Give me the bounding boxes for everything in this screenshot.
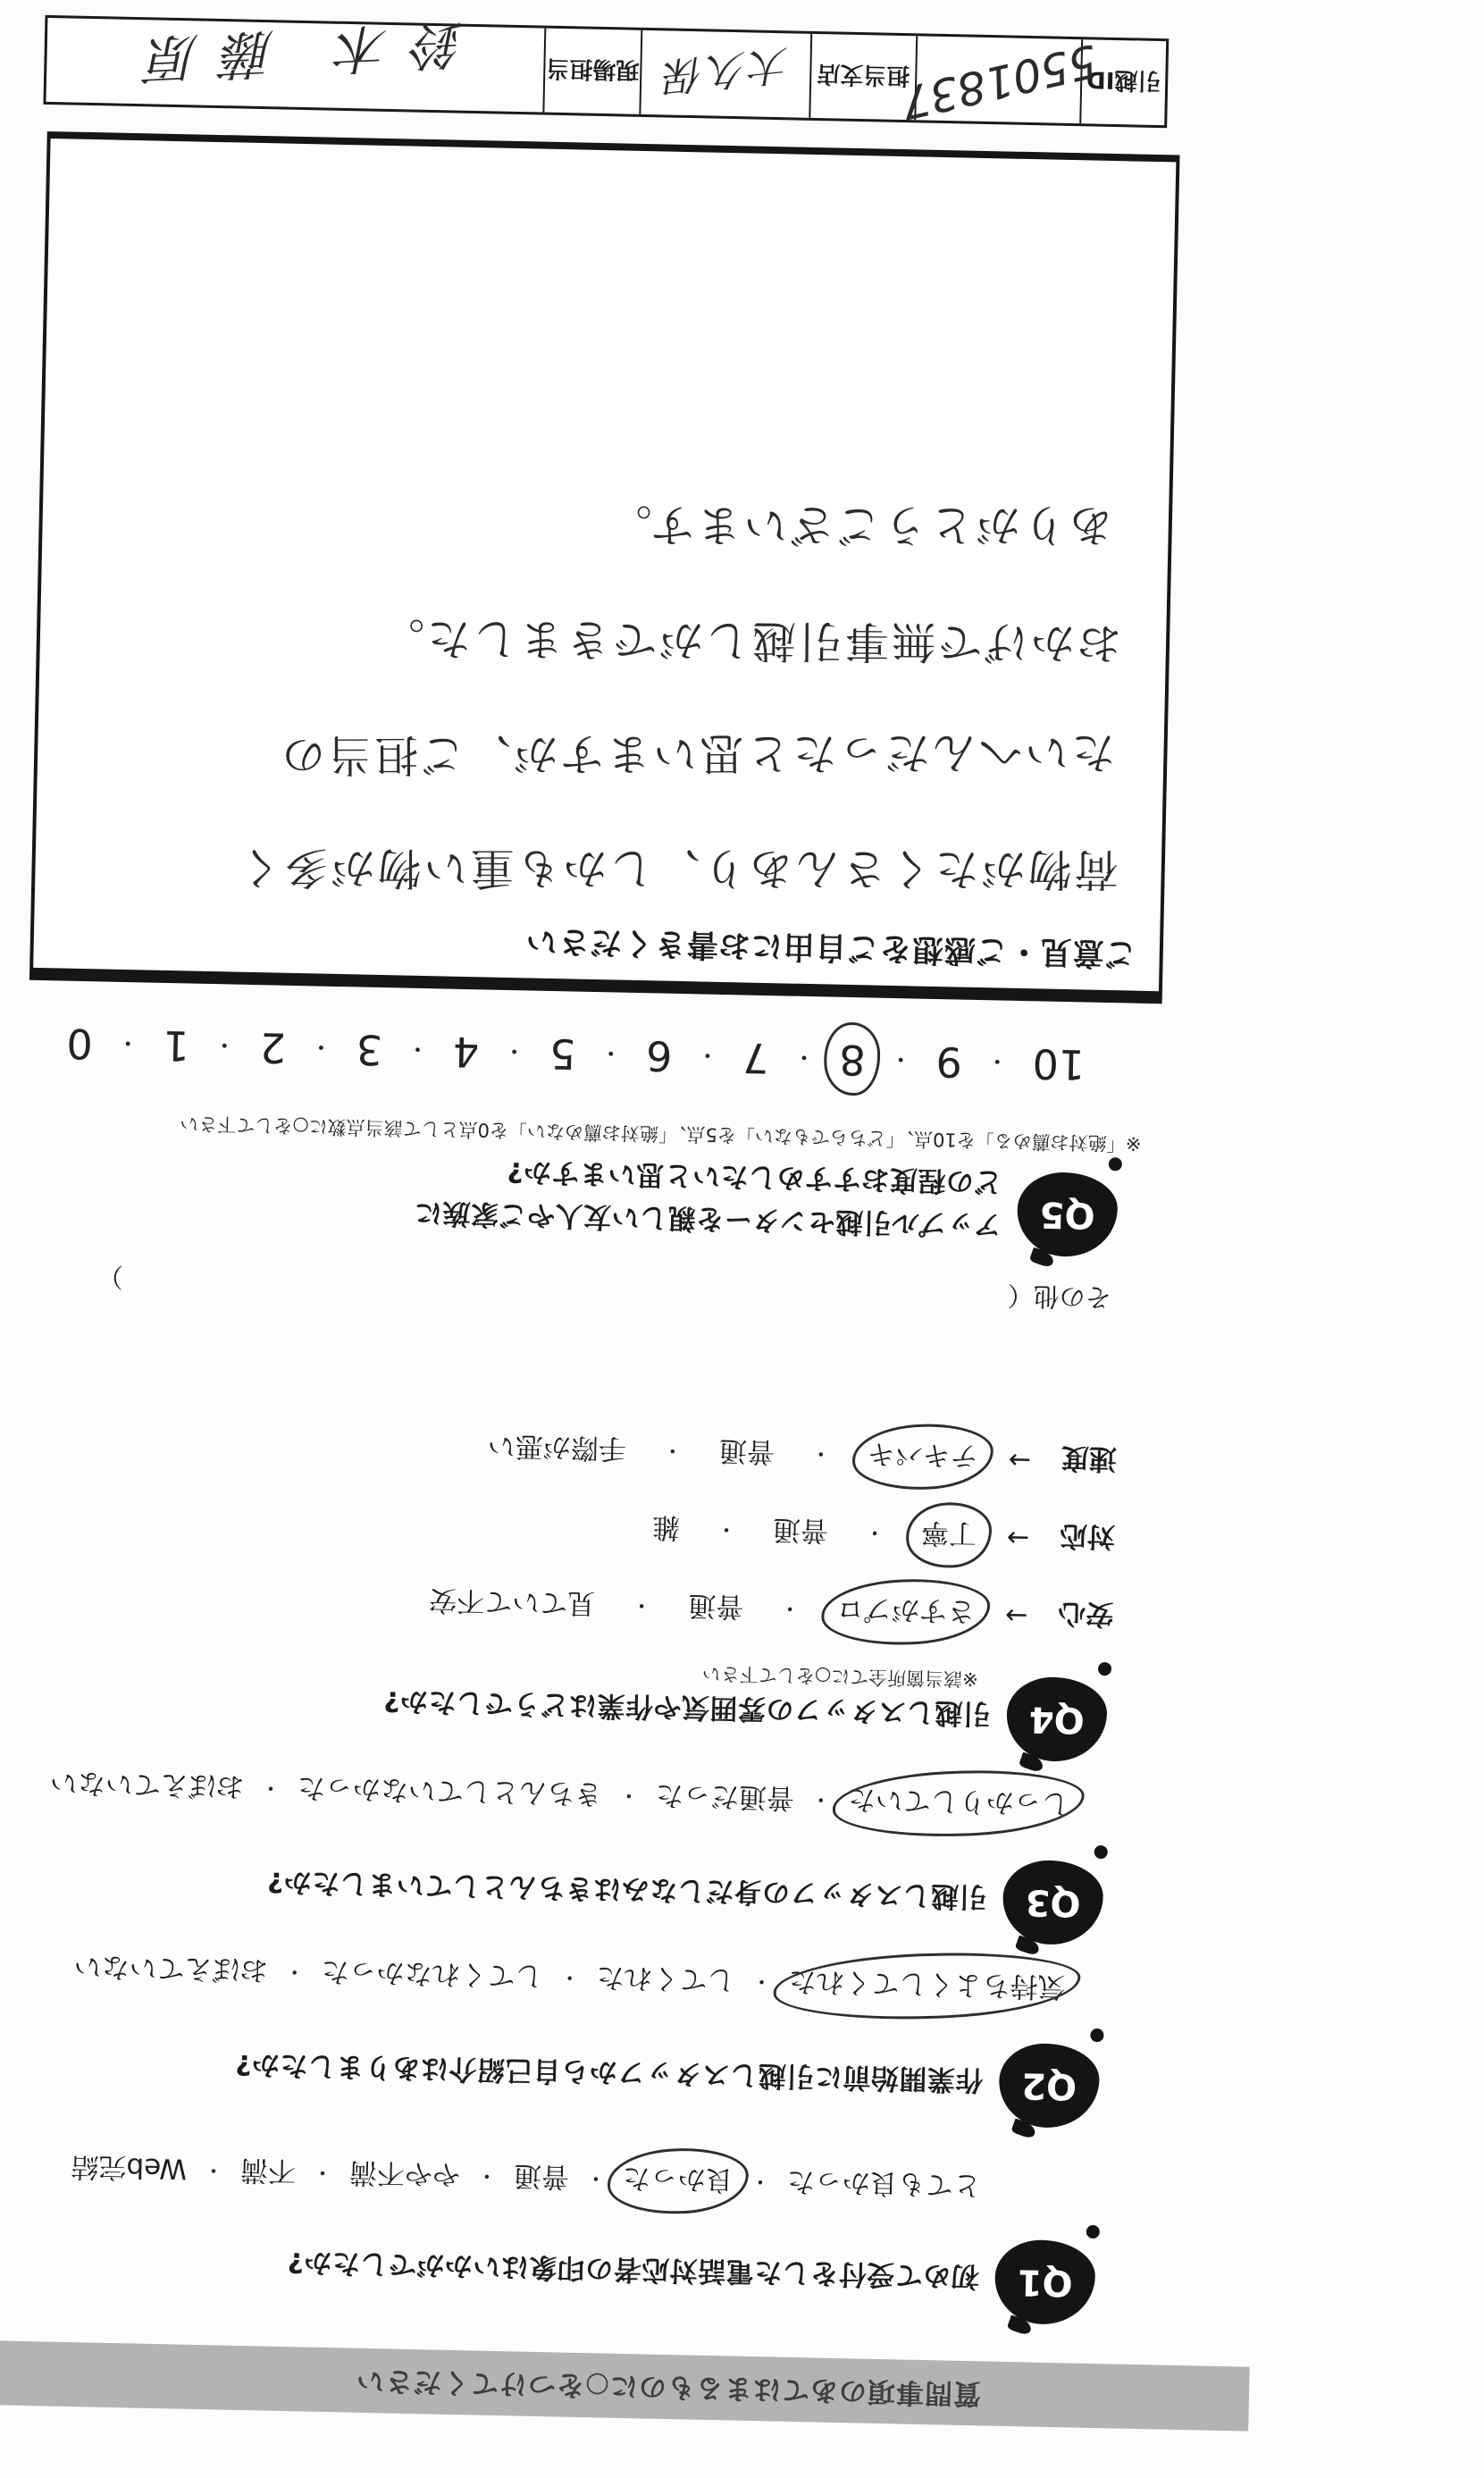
circled-option: 良かった	[622, 2161, 734, 2204]
q1-options	[71, 2149, 981, 2208]
separator-dot: ・	[661, 1437, 684, 1464]
circled-scale-value: 8	[838, 1035, 867, 1085]
option: 手際が悪い	[487, 1429, 627, 1465]
q4-row-label: 対応	[1059, 1519, 1116, 1553]
q3-options	[50, 1765, 1070, 1827]
option: 普通だった	[655, 1778, 795, 1814]
q4-row-速度	[432, 1427, 1117, 1482]
q4-row-options	[429, 1583, 976, 1634]
option: 普通	[718, 1434, 776, 1468]
option: 見ていて不安	[428, 1583, 596, 1620]
table-label-text: 引越ID	[1086, 65, 1161, 95]
scale-value: 9	[935, 1037, 963, 1087]
option: 不満	[239, 2153, 297, 2188]
separator-dot: ・	[502, 1037, 527, 1064]
separator-dot: ・	[311, 2159, 334, 2186]
handwritten-line: 荷物がたくさんあり、しかも重い物が多く	[235, 842, 1119, 895]
table-label-text: 現場担当	[546, 55, 640, 84]
separator-dot: ・	[715, 1516, 738, 1542]
question-4	[7, 1213, 1166, 1764]
q4-row-options	[652, 1509, 977, 1557]
question-5	[18, 1003, 1170, 1259]
table-value-担当支店	[639, 30, 810, 118]
circled-option: さすがプロ	[836, 1592, 976, 1634]
table-label-text: 担当支店	[817, 60, 910, 89]
q4-row-対応	[431, 1505, 1116, 1559]
q1-badge-label: Q1	[1017, 2261, 1074, 2304]
separator-dot: ・	[599, 1038, 624, 1067]
separator-dot: ・	[888, 1045, 913, 1072]
option: 普通	[513, 2159, 570, 2193]
handwritten-comment	[62, 434, 1127, 914]
q2-badge-label: Q2	[1020, 2064, 1077, 2107]
separator-dot: ・	[202, 2157, 225, 2183]
arrow-icon: →	[1008, 1443, 1032, 1476]
q3-badge-label: Q3	[1025, 1881, 1081, 1924]
separator-dot: ・	[283, 1958, 306, 1985]
question-3	[4, 1766, 1153, 1946]
circled-option: テキパキ	[867, 1437, 978, 1480]
handwritten-line: たいへんだったと思いますが、ご担当の	[279, 726, 1116, 781]
q4-other-line	[96, 1259, 1111, 1317]
option: やや不満	[348, 2155, 461, 2191]
q4-badge	[1006, 1676, 1108, 1762]
separator-dot: ・	[617, 1782, 641, 1809]
q1-title: 初めて受付をした電話対応者の印象はいかがでしたか?	[287, 2246, 980, 2293]
separator-dot: ・	[778, 1595, 801, 1621]
survey-banner	[0, 2340, 1250, 2432]
q4-row-label: 安心	[1057, 1597, 1114, 1631]
option: おぼえていない	[49, 1766, 245, 1802]
handwritten-value: 大久保	[658, 40, 792, 100]
scale-value: 6	[645, 1031, 674, 1080]
table-value-現場担当	[46, 13, 544, 113]
banner-text: 質問事項のあてはまるものに○をつけてください	[355, 2364, 982, 2410]
separator-dot: ・	[985, 1046, 1010, 1075]
table-label-現場担当	[542, 29, 641, 114]
q4-row-安心	[429, 1583, 1114, 1637]
option: 普通	[772, 1513, 829, 1547]
q5-title-line1: アップル引越センターを親しい友人やご家族に	[414, 1196, 1002, 1241]
handwritten-value: 5501837	[896, 34, 1103, 130]
comment-box-header: ご意見・ご感想をご自由にお書きください	[524, 922, 1137, 971]
scale-value: 7	[742, 1033, 770, 1083]
q2-options	[73, 1949, 1066, 2010]
separator-dot: ・	[584, 2165, 608, 2191]
footer-table	[43, 15, 1169, 128]
q4-badge-label: Q4	[1028, 1698, 1086, 1741]
scale-value: 1	[163, 1021, 190, 1071]
option: してくれなかった	[321, 1954, 544, 1993]
separator-dot: ・	[749, 2168, 772, 2195]
scale-value: 4	[452, 1027, 480, 1077]
handwritten-line: おかげで無事引越しができました。	[377, 612, 1122, 669]
question-1	[0, 2150, 1145, 2326]
q4-title: 引越しスタッフの雰囲気や作業はどうでしたか?	[382, 1684, 992, 1730]
scale-value: 3	[356, 1025, 383, 1075]
separator-dot: ・	[809, 1441, 833, 1466]
separator-dot: ・	[475, 2163, 499, 2189]
q2-badge	[998, 2043, 1100, 2129]
separator-dot: ・	[863, 1519, 886, 1545]
separator-dot: ・	[309, 1032, 333, 1061]
separator-dot: ・	[750, 1968, 773, 1995]
q5-badge-label: Q5	[1039, 1193, 1096, 1236]
q5-badge	[1017, 1172, 1119, 1257]
other-close-paren: ）	[96, 1261, 124, 1293]
option: とても良かった	[786, 2164, 982, 2202]
separator-dot: ・	[630, 1592, 653, 1618]
q5-note: ※「絶対お薦める」を10点、「どちらでもない」を5点、「絶対お薦めない」を0点として該当点数に○をして下さい	[180, 1113, 1142, 1155]
handwritten-value: 鈴木 藤原	[123, 13, 466, 91]
separator-dot: ・	[115, 1029, 140, 1056]
q5-nps-scale	[66, 1020, 1086, 1089]
scale-value: 0	[65, 1019, 94, 1069]
q4-note: ※該当箇所全てに○をして下さい	[701, 1662, 978, 1691]
option: してくれた	[596, 1961, 736, 1996]
handwritten-line: ありがとうございます。	[605, 499, 1113, 550]
option: おぼえていない	[73, 1950, 269, 1987]
option: 普通	[687, 1589, 744, 1623]
scale-value: 5	[549, 1029, 576, 1079]
arrow-icon: →	[1004, 1599, 1028, 1632]
q5-title-line2: どの程度おすすめしたいと思いますか?	[506, 1155, 1002, 1198]
separator-dot: ・	[809, 1786, 833, 1812]
circled-option: しっかりしていた	[847, 1782, 1069, 1827]
arrow-icon: →	[1006, 1521, 1030, 1554]
separator-dot: ・	[213, 1030, 237, 1059]
scale-value: 2	[259, 1023, 287, 1072]
circled-option: 丁寧	[920, 1516, 977, 1557]
separator-dot: ・	[259, 1775, 282, 1801]
comment-box	[29, 131, 1180, 1004]
separator-dot: ・	[792, 1043, 817, 1071]
option: Web完結	[71, 2150, 188, 2185]
q3-title: 引越しスタッフの身だしなみはきちんとしていましたか?	[266, 1865, 988, 1913]
q4-row-label: 速度	[1061, 1441, 1118, 1475]
option: きちんとしていなかった	[297, 1771, 603, 1810]
other-label: その他（	[1007, 1280, 1112, 1314]
separator-dot: ・	[695, 1040, 720, 1069]
q2-title: 作業開始前に引越しスタッフから自己紹介はありましたか?	[234, 2047, 984, 2096]
q4-row-options	[487, 1429, 978, 1479]
survey-card	[0, 6, 1191, 2469]
question-2	[0, 1950, 1149, 2129]
q4-rating-rows	[429, 1427, 1118, 1637]
table-value-引越ID	[896, 34, 1103, 130]
circled-option: 気持ちよくしてくれた	[788, 1964, 1066, 2010]
separator-dot: ・	[406, 1035, 430, 1063]
q1-badge	[994, 2239, 1096, 2325]
other-blank-field	[123, 1279, 1008, 1298]
q3-badge	[1002, 1860, 1104, 1945]
option: 雑	[651, 1510, 681, 1544]
separator-dot: ・	[558, 1964, 581, 1990]
scale-value: 10	[1032, 1039, 1086, 1089]
